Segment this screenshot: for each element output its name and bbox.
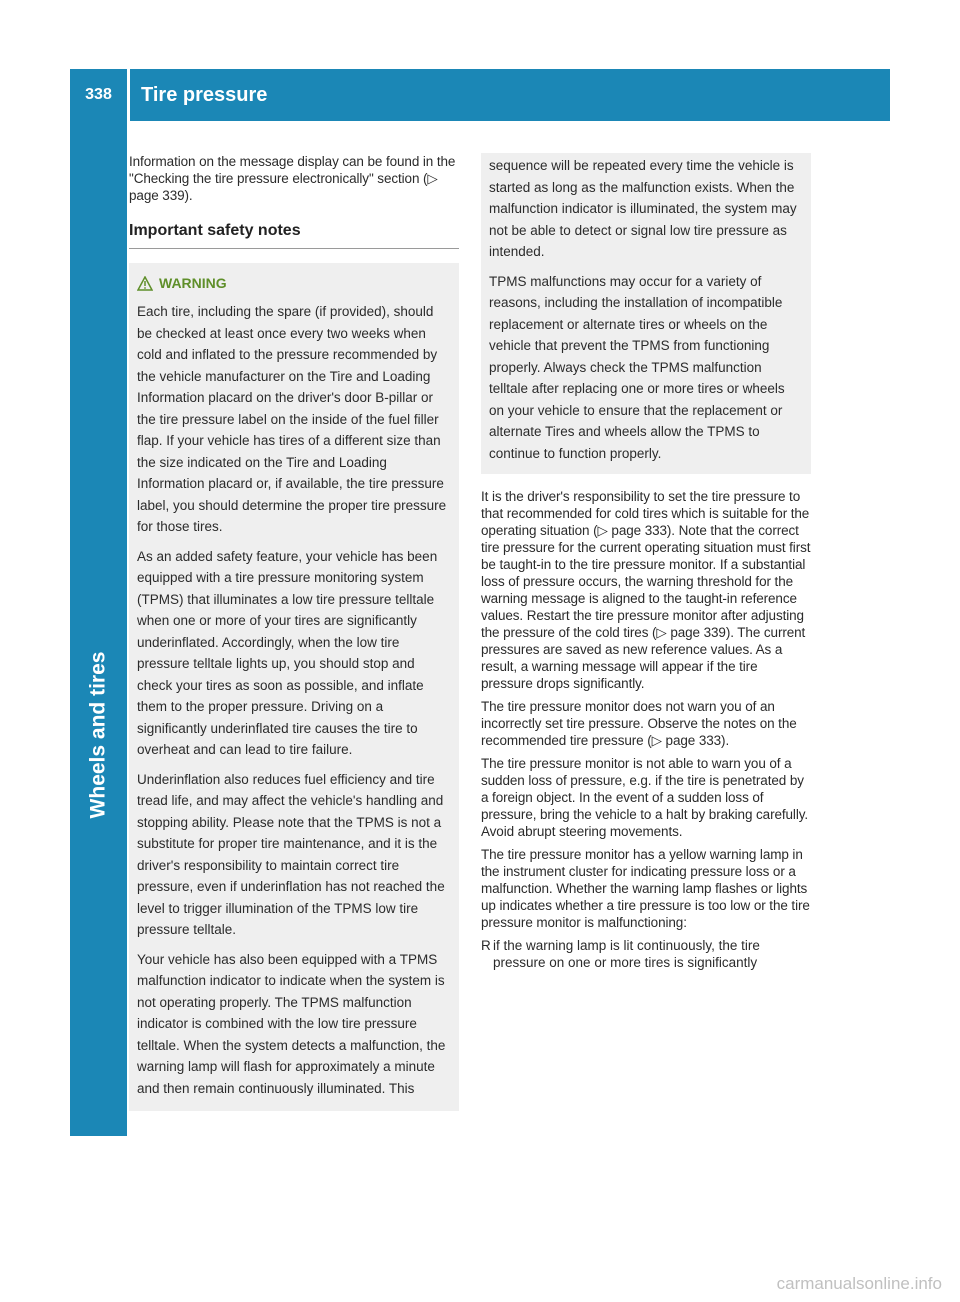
warning-continued-paragraph-1: sequence will be repeated every time the vehicle is started as long as the malfunction exists. When the malfunction indicator is illuminated, the system may not be able to detect or signal low tire pressure as intended. (489, 158, 797, 259)
warning-continued-paragraph-2: TPMS malfunctions may occur for a variety of reasons, including the installation of incompatible replacement or alternate tires or wheels on the vehicle that prevent the TPMS from functioning properly. Always check the TPMS malfunction telltale after replacing one or more tires or wheels on your vehicle to ensure that the replacement or alternate Tires and wheels allow the TPMS to continue to function properly. (489, 273, 785, 461)
warning-label: WARNING (159, 275, 227, 291)
page-number: 338 (85, 86, 112, 103)
responsibility-paragraph: It is the driver's responsibility to set the tire pressure to that recommended for cold tires which is suitable for the operating situation (▷ page 333). Note that the correct tire pressure for the current operating situation must first be taught-in to the tire pressure monitor. If a substantial loss of pressure occurs, the warning threshold for the warning message is aligned to the taught-in reference values. Restart the tire pressure monitor after adjusting the pressure of the cold tires (▷ page 339). The current pressures are saved as new reference values. As a result, a warning message will appear if the tire pressure drops significantly. (481, 489, 811, 691)
warning-triangle-icon (137, 276, 153, 291)
side-tab-label (70, 620, 127, 850)
warning-box-continued (481, 153, 811, 474)
incorrect-pressure-paragraph: The tire pressure monitor does not warn you of an incorrectly set tire pressure. Observe the notes on the recommended tire pressure (▷ page 333). (481, 699, 797, 748)
bullet-text: if the warning lamp is lit continuously, the tire pressure on one or more tires is significantly (493, 938, 760, 970)
left-column (129, 153, 459, 1111)
warning-lamp-paragraph: The tire pressure monitor has a yellow warning lamp in the instrument cluster for indicating pressure loss or a malfunction. Whether the warning lamp flashes or lights up indicates whether a tire pressure is too low or the tire pressure monitor is malfunctioning: (481, 847, 810, 930)
warning-paragraph-4: Your vehicle has also been equipped with a TPMS malfunction indicator to indicate when the system is not operating properly. The TPMS malfunction indicator is combined with the low tire pressure telltale. When the system detects a malfunction, the warning lamp will flash for approximately a minute and then remain continuously illuminated. This (137, 951, 446, 1096)
warning-title (137, 275, 451, 291)
warning-box (129, 263, 459, 1111)
side-tab-text: Wheels and tires (86, 651, 110, 819)
header-divider (127, 69, 130, 121)
sudden-loss-paragraph: The tire pressure monitor is not able to warn you of a sudden loss of pressure, e.g. if the tire is penetrated by a foreign object. In the event of a sudden loss of pressure, bring the vehicle to a halt by braking carefully. Avoid abrupt steering movements. (481, 756, 809, 839)
watermark: carmanualsonline.info (776, 1274, 942, 1293)
page-title: Tire pressure (141, 84, 268, 106)
list-item (481, 937, 811, 971)
bullet-mark: R (481, 938, 491, 953)
warning-paragraph-2: As an added safety feature, your vehicle has been equipped with a tire pressure monitoring system (TPMS) that illuminates a low tire pressure telltale when one or more of your tires are significantly underinflated. Accordingly, when the low tire pressure telltale lights up, you should stop and check your tires as soon as possible, and inflate them to the proper pressure. Driving on a significantly underinflated tire causes the tire to overheat and can lead to tire failure. (137, 548, 438, 757)
warning-paragraph-1: Each tire, including the spare (if provided), should be checked at least once every two weeks when cold and inflated to the pressure recommended by the vehicle manufacturer on the Tire and Loading Information placard on the driver's door B-pillar or the tire pressure label on the inside of the fuel filler flap. If your vehicle has tires of a different size than the size indicated on the Tire and Loading Information placard or, if available, the tire pressure label, you should determine the proper tire pressure for those tires. (137, 304, 447, 534)
section-heading: Important safety notes (129, 222, 301, 239)
intro-paragraph: Information on the message display can be found in the "Checking the tire pressure electronically" section (▷ page 339). (129, 154, 456, 203)
right-column (481, 153, 811, 971)
heading-rule (129, 248, 459, 249)
warning-paragraph-3: Underinflation also reduces fuel efficiency and tire tread life, and may affect the vehicle's handling and stopping ability. Please note that the TPMS is not a substitute for proper tire maintenance, and it is the driver's responsibility to maintain correct tire pressure, even if underinflation has not reached the level to trigger illumination of the TPMS low tire pressure telltale. (137, 771, 445, 937)
